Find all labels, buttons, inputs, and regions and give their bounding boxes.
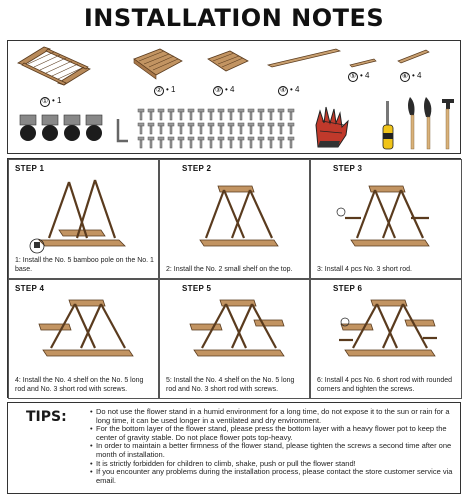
tip-item: • It is strictly forbidden for children to climb, shake, push or pull the flower stand!: [90, 460, 454, 469]
step-2-description: 2: Install the No. 2 small shelf on the top.: [166, 266, 293, 273]
part-label-4: [278, 85, 299, 96]
step-2: [159, 159, 310, 279]
parts-panel: [7, 40, 461, 154]
tip-item: • For the bottom layer of the flower stand, please press the bottom layer with a heavy flower pot to keep the center of gravity stable. Do not place flower pots top-heavy.: [90, 425, 454, 442]
tip-item: • Do not use the flower stand in a humid environment for a long time, do not expose it to the sun or rain for a long time, it can be used longer in a ventilated and dry environment.: [90, 408, 454, 425]
part-label-1: [40, 96, 61, 107]
part-qty-5: • 4: [360, 71, 370, 80]
caster-wheels-illustration: [18, 113, 110, 145]
tip-item: • In order to maintain a better firmness of the flower stand, please tighten the screws a second time after one month of installation.: [90, 442, 454, 459]
part-number-5: ⑤: [349, 73, 357, 80]
part-rounded-rod-illustration: [396, 47, 432, 65]
part-base-illustration: [14, 43, 94, 89]
step-1-title: STEP 1: [15, 164, 45, 173]
part-qty-1: • 1: [52, 96, 62, 105]
gloves-icon: [308, 101, 368, 151]
step-2-illustration: [180, 174, 290, 256]
step-4: [8, 279, 159, 399]
part-number-6: ⑥: [401, 73, 409, 80]
part-qty-3: • 4: [225, 85, 235, 94]
part-number-1: ①: [41, 98, 49, 105]
step-3-description: 3: Install 4 pcs No. 3 short rod.: [317, 266, 412, 273]
allen-key-icon: [114, 117, 130, 147]
step-1-illustration: [29, 174, 139, 256]
part-label-3: [213, 85, 234, 96]
part-qty-6: • 4: [412, 71, 422, 80]
step-5-illustration: [180, 294, 290, 374]
tip-item: • If you encounter any problems during the installation process, please contact the store customer service via email.: [90, 468, 454, 485]
step-5: [159, 279, 310, 399]
step-2-title: STEP 2: [182, 164, 212, 173]
tips-panel: [7, 402, 461, 494]
part-short-rod-illustration: [348, 57, 378, 69]
step-4-description: 4: Install the No. 4 shelf on the No. 5 long rod and No. 3 short rod with screws.: [15, 377, 144, 393]
garden-tools-icon: [404, 95, 460, 153]
part-shelf-illustration: [204, 47, 252, 81]
step-3-illustration: [331, 174, 441, 256]
step-1: [8, 159, 159, 279]
part-small-shelf-illustration: [130, 45, 186, 83]
step-3: [310, 159, 462, 279]
step-6: [310, 279, 462, 399]
screwdriver-icon: [380, 99, 396, 153]
step-4-title: STEP 4: [15, 284, 45, 293]
part-long-rod-illustration: [266, 47, 342, 69]
step-6-illustration: [331, 294, 441, 374]
steps-panel: [7, 158, 461, 398]
part-number-4: ④: [279, 87, 287, 94]
step-6-title: STEP 6: [333, 284, 363, 293]
step-1-description: 1: Install the No. 5 bamboo pole on the No. 1 base.: [15, 257, 154, 273]
tips-label: TIPS:: [26, 409, 67, 425]
step-5-title: STEP 5: [182, 284, 212, 293]
part-number-2: ②: [155, 87, 163, 94]
step-4-illustration: [29, 294, 139, 374]
step-6-description: 6: Install 4 pcs No. 6 short rod with rounded corners and tighten the screws.: [317, 377, 453, 393]
part-label-5: [348, 71, 369, 82]
part-qty-4: • 4: [290, 85, 300, 94]
tips-list: [90, 408, 454, 485]
step-3-title: STEP 3: [333, 164, 363, 173]
part-label-6: [400, 71, 421, 82]
part-qty-2: • 1: [166, 85, 176, 94]
step-5-description: 5: Install the No. 4 shelf on the No. 5 long rod and No. 3 short rod with screws.: [166, 377, 295, 393]
page-title: INSTALLATION NOTES: [83, 4, 385, 32]
screws-illustration: [134, 107, 302, 151]
part-label-2: [154, 85, 175, 96]
part-number-3: ③: [214, 87, 222, 94]
